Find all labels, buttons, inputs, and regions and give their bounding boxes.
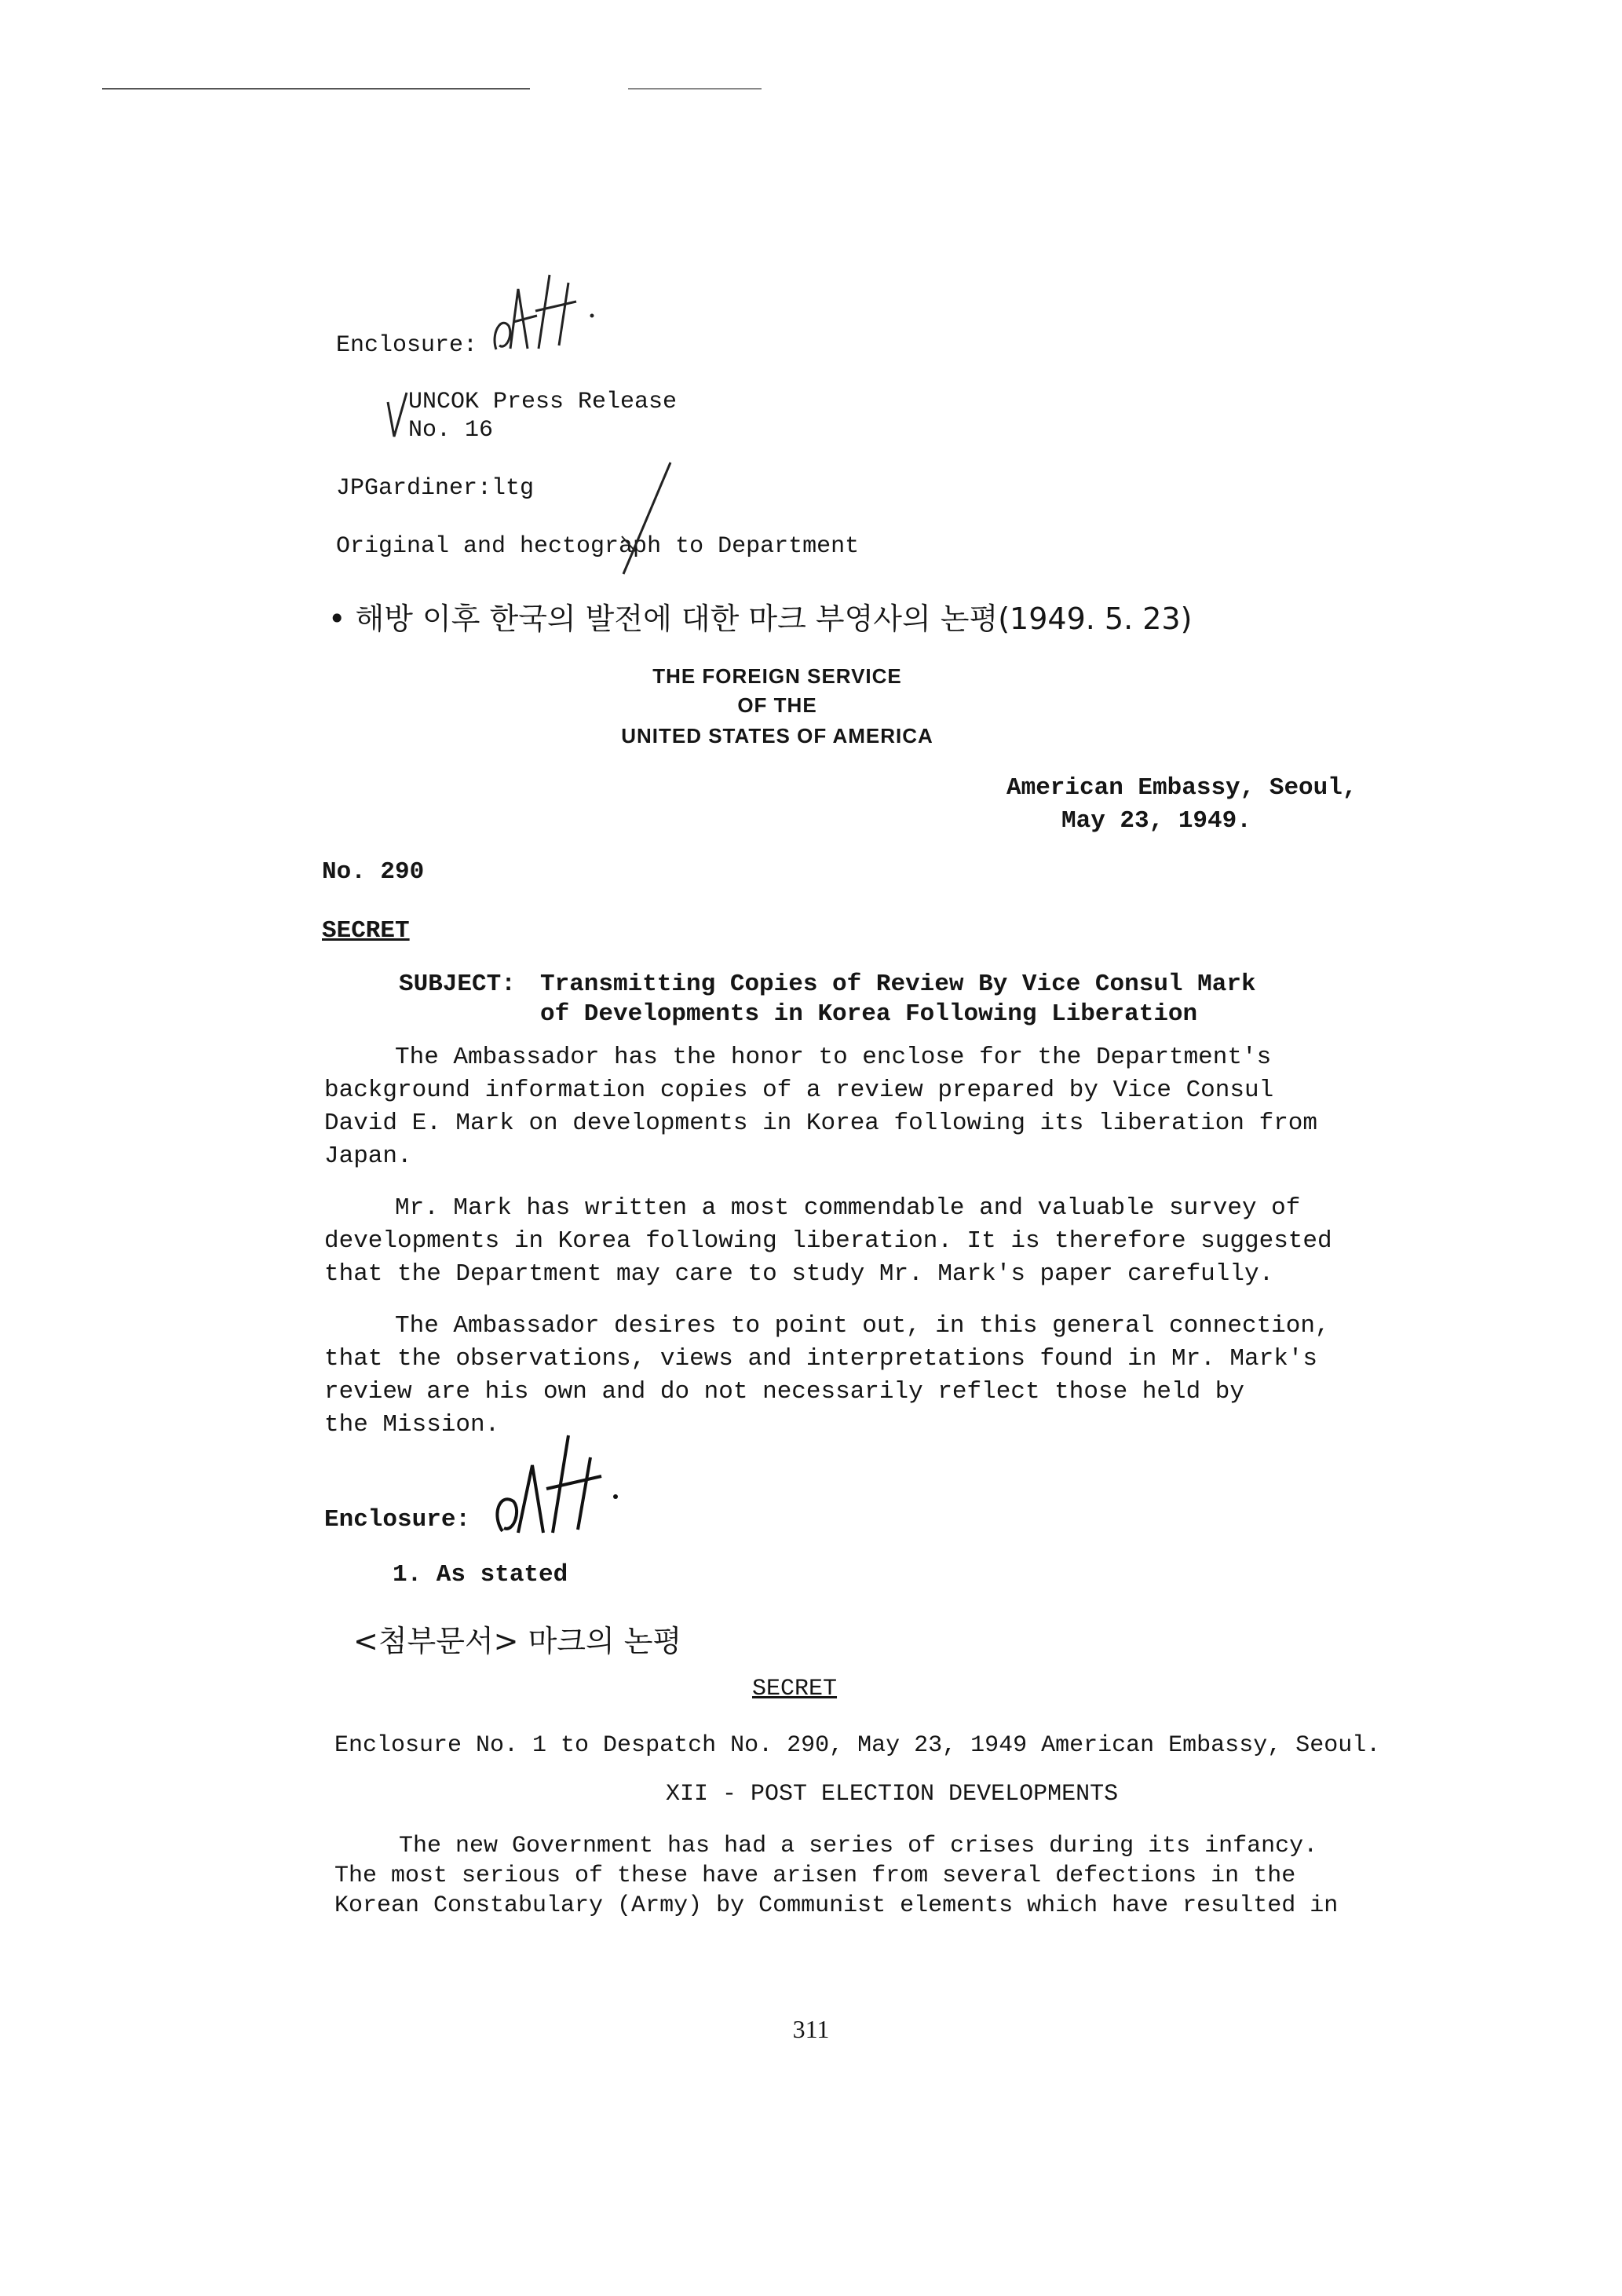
section-title: XII - POST ELECTION DEVELOPMENTS bbox=[666, 1781, 1119, 1808]
letterhead-line-2: OF THE bbox=[737, 693, 817, 717]
paragraph-3-line: review are his own and do not necessarily reflect those held by bbox=[324, 1378, 1244, 1406]
paragraph-1-line: David E. Mark on developments in Korea following its liberation from bbox=[324, 1110, 1318, 1137]
paragraph-1-line: Japan. bbox=[324, 1143, 412, 1170]
paragraph-2-line: developments in Korea following liberation. It is therefore suggested bbox=[324, 1227, 1332, 1255]
enclosure-item-number: No. 16 bbox=[408, 417, 494, 444]
page-number: 311 bbox=[792, 2015, 830, 2043]
paragraph-3-line: The Ambassador desires to point out, in this general connection, bbox=[395, 1312, 1330, 1340]
letterhead-line-3: UNITED STATES OF AMERICA bbox=[621, 724, 933, 748]
scan-rule bbox=[628, 88, 762, 90]
paragraph-2-line: that the Department may care to study Mr. Mark's paper carefully. bbox=[324, 1260, 1274, 1288]
paragraph-2-line: Mr. Mark has written a most commendable and valuable survey of bbox=[395, 1194, 1301, 1222]
subject-label: SUBJECT: bbox=[399, 971, 516, 998]
paragraph-1-line: The Ambassador has the honor to enclose for the Department's bbox=[395, 1044, 1272, 1071]
handwritten-initials-icon bbox=[487, 1429, 628, 1547]
paragraph-3-line: that the observations, views and interpretations found in Mr. Mark's bbox=[324, 1345, 1318, 1373]
enclosure-block-label: Enclosure: bbox=[324, 1506, 471, 1534]
attachment-heading: <첨부문서> 마크의 논평 bbox=[353, 1624, 682, 1658]
scan-rule bbox=[102, 88, 530, 90]
handwritten-initials-icon bbox=[487, 267, 612, 365]
despatch-number: No. 290 bbox=[322, 858, 425, 886]
date-line: May 23, 1949. bbox=[1061, 807, 1251, 835]
paragraph-3-line: the Mission. bbox=[324, 1411, 500, 1439]
enclosure-label: Enclosure: bbox=[336, 332, 478, 359]
distribution-line: Original and hectograph to Department bbox=[336, 533, 860, 560]
enclosure-item: UNCOK Press Release bbox=[408, 389, 678, 415]
enclosure-block-item: 1. As stated bbox=[393, 1561, 568, 1589]
enclosure-classification: SECRET bbox=[752, 1676, 838, 1702]
pen-stroke-icon bbox=[619, 459, 674, 577]
enclosure-caption: Enclosure No. 1 to Despatch No. 290, May 23, 1949 American Embassy, Seoul. bbox=[334, 1732, 1381, 1759]
subject-line-2: of Developments in Korea Following Liberation bbox=[540, 1000, 1198, 1028]
paragraph-1-line: background information copies of a review prepared by Vice Consul bbox=[324, 1077, 1274, 1104]
classification-marking: SECRET bbox=[322, 917, 410, 945]
place-line: American Embassy, Seoul, bbox=[1006, 774, 1357, 802]
typist-initials: JPGardiner:ltg bbox=[336, 475, 535, 502]
subject-line-1: Transmitting Copies of Review By Vice Consul Mark bbox=[540, 971, 1256, 998]
check-mark-icon bbox=[385, 391, 408, 441]
enclosure-text-line: The new Government has had a series of crises during its infancy. bbox=[399, 1833, 1318, 1859]
enclosure-text-line: Korean Constabulary (Army) by Communist elements which have resulted in bbox=[334, 1892, 1339, 1919]
letterhead-line-1: THE FOREIGN SERVICE bbox=[652, 664, 902, 688]
korean-document-title: • 해방 이후 한국의 발전에 대한 마크 부영사의 논평(1949. 5. 23) bbox=[328, 601, 1193, 636]
enclosure-text-line: The most serious of these have arisen from several defections in the bbox=[334, 1863, 1296, 1889]
